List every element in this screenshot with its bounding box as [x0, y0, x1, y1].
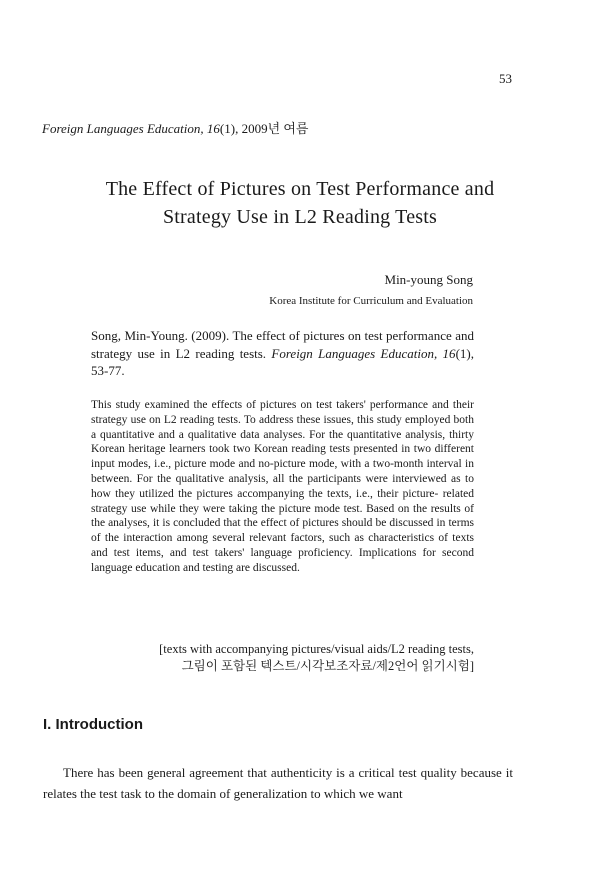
- keywords: [91, 641, 474, 675]
- author-block: [269, 270, 473, 310]
- journal-name: Foreign Languages Education,: [42, 121, 204, 136]
- journal-volume: 16: [206, 121, 220, 136]
- citation: [91, 327, 474, 380]
- keywords-line-2: 그림이 포함된 텍스트/시각보조자료/제2언어 읽기시험]: [181, 659, 474, 673]
- journal-header: [42, 118, 309, 137]
- citation-journal: Foreign Languages Education, 16: [271, 345, 456, 361]
- keywords-line-1: [texts with accompanying pictures/visual aids/L2 reading tests,: [159, 642, 474, 656]
- paper-title: [0, 175, 600, 231]
- page-number: 53: [499, 71, 512, 86]
- abstract: This study examined the effects of pictures on test takers' performance and their strategy use on L2 reading tests. To address these issues, this study employed both a quantitative and a qualitative data analyses. For the quantitative analysis, thirty Korean heritage learners took two Korean reading tests presented in two different input modes, i.e., picture mode and no-picture mode, with a two-month interval in between. For the qualitative analysis, all the participants were interviewed as to how they utilized the pictures accompanying the texts, i.e., their picture- related strategy use while they were taking the picture mode test. Based on the results of the analyses, it is concluded that the effect of pictures should be discussed in terms of the interaction among several relevant factors, such as characteristics of texts and test items, and test takers' language proficiency. Implications for second language education and testing are discussed.: [91, 399, 474, 574]
- title-line-2: Strategy Use in L2 Reading Tests: [162, 206, 438, 228]
- title-line-1: The Effect of Pictures on Test Performance and: [105, 178, 495, 200]
- journal-issue-year: (1), 2009년 여름: [219, 121, 309, 136]
- citation-prefix: Song, Min-Young. (2009). The effect of pictures on test performance and strategy use in L2 reading tests.: [91, 328, 474, 361]
- citation-suffix: (1), 53-77.: [91, 345, 474, 378]
- author-name: Min-young Song: [384, 272, 473, 287]
- author-affiliation: Korea Institute for Curriculum and Evaluation: [269, 295, 473, 307]
- body-paragraph: [43, 762, 513, 804]
- section-heading: I. Introduction: [43, 716, 143, 733]
- body-paragraph-text: There has been general agreement that authenticity is a critical test quality because it relates the test task to the domain of generalization to which we want: [43, 765, 513, 801]
